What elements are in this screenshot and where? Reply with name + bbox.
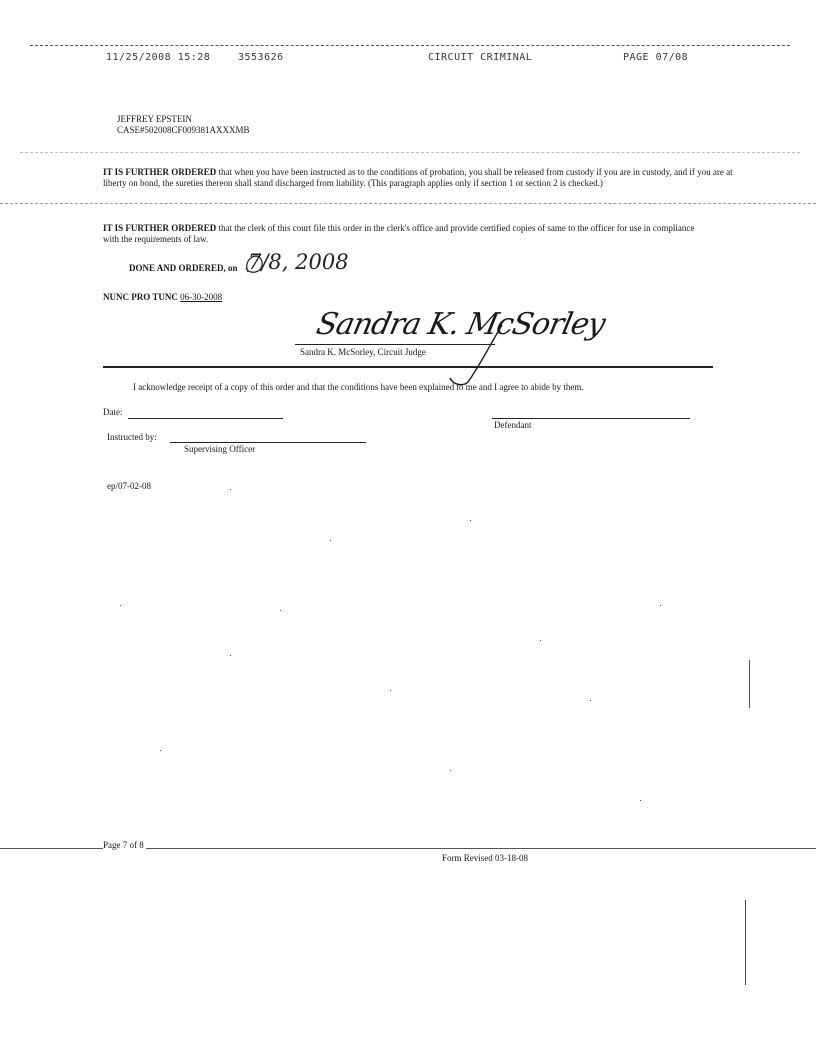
release-paragraph-text: that when you have been instructed as to the conditions of probation, you shall be released from custody if you are in custody, and if you are at liberty on bond, the sureties thereon shall stand discharged from liability. (This paragraph applies only if section 1 or section 2 is checked.) [103, 167, 733, 188]
judge-signature: Sandra K. McSorley [313, 307, 608, 342]
nunc-pro-tunc-label: NUNC PRO TUNC [103, 292, 178, 302]
right-margin-streak [745, 900, 746, 985]
scan-speck [660, 605, 661, 606]
scan-speck [590, 700, 591, 701]
judge-name-title: Sandra K. McSorley, Circuit Judge [300, 347, 426, 357]
scan-speck [450, 770, 451, 771]
fax-department: CIRCUIT CRIMINAL [428, 52, 533, 63]
defendant-name: JEFFREY EPSTEIN [117, 114, 192, 124]
nunc-pro-tunc-date: 06-30-2008 [180, 292, 223, 302]
nunc-pro-tunc [103, 292, 222, 303]
scan-noise-band [20, 152, 800, 153]
scan-noise-band [0, 203, 816, 204]
right-margin-streak [749, 660, 750, 708]
scan-speck [640, 800, 641, 801]
fax-top-edge [30, 45, 790, 46]
handwritten-date-loop [240, 248, 280, 278]
acknowledgment-text: I acknowledge receipt of a copy of this order and that the conditions have been explained to me and I agree to abide by them. [133, 382, 584, 392]
handwritten-date: 7/8, 2008 [248, 250, 349, 274]
instructed-by-label: Instructed by: [107, 432, 157, 442]
release-paragraph-lead: IT IS FURTHER ORDERED [103, 167, 217, 177]
section-divider [103, 366, 713, 368]
scan-speck [540, 640, 541, 641]
date-label: Date: [103, 407, 123, 417]
case-number: CASE#502008CF009381AXXXMB [117, 125, 250, 135]
scan-speck [390, 690, 391, 691]
defendant-line [492, 418, 690, 419]
signature-flourish [430, 320, 520, 390]
clerk-paragraph [103, 223, 703, 245]
clerk-initials: ep/07-02-08 [107, 481, 151, 491]
scan-speck [330, 540, 331, 541]
scan-speck [160, 750, 161, 751]
instructed-by-line [170, 442, 366, 443]
fax-page: PAGE 07/08 [623, 52, 689, 63]
judge-signature-line [295, 344, 495, 345]
defendant-label: Defendant [494, 420, 532, 430]
scan-speck [280, 610, 281, 611]
clerk-paragraph-lead: IT IS FURTHER ORDERED [103, 223, 217, 233]
fax-date-time: 11/25/2008 15:28 [106, 52, 211, 63]
scan-speck [120, 605, 121, 606]
date-line [128, 418, 283, 419]
done-and-ordered-label: DONE AND ORDERED, on [129, 263, 238, 273]
release-paragraph [103, 167, 733, 189]
page-number: Page 7 of 8 [103, 840, 144, 850]
supervising-officer-label: Supervising Officer [184, 444, 256, 454]
fax-number: 3553626 [238, 52, 284, 63]
scan-speck [470, 520, 471, 521]
form-revised: Form Revised 03-18-08 [442, 853, 528, 863]
scan-speck [230, 655, 231, 656]
clerk-paragraph-text: that the clerk of this court file this order in the clerk's office and provide certified copies of same to the officer for use in compliance with the requirements of law. [103, 223, 695, 244]
scan-speck [230, 489, 231, 490]
